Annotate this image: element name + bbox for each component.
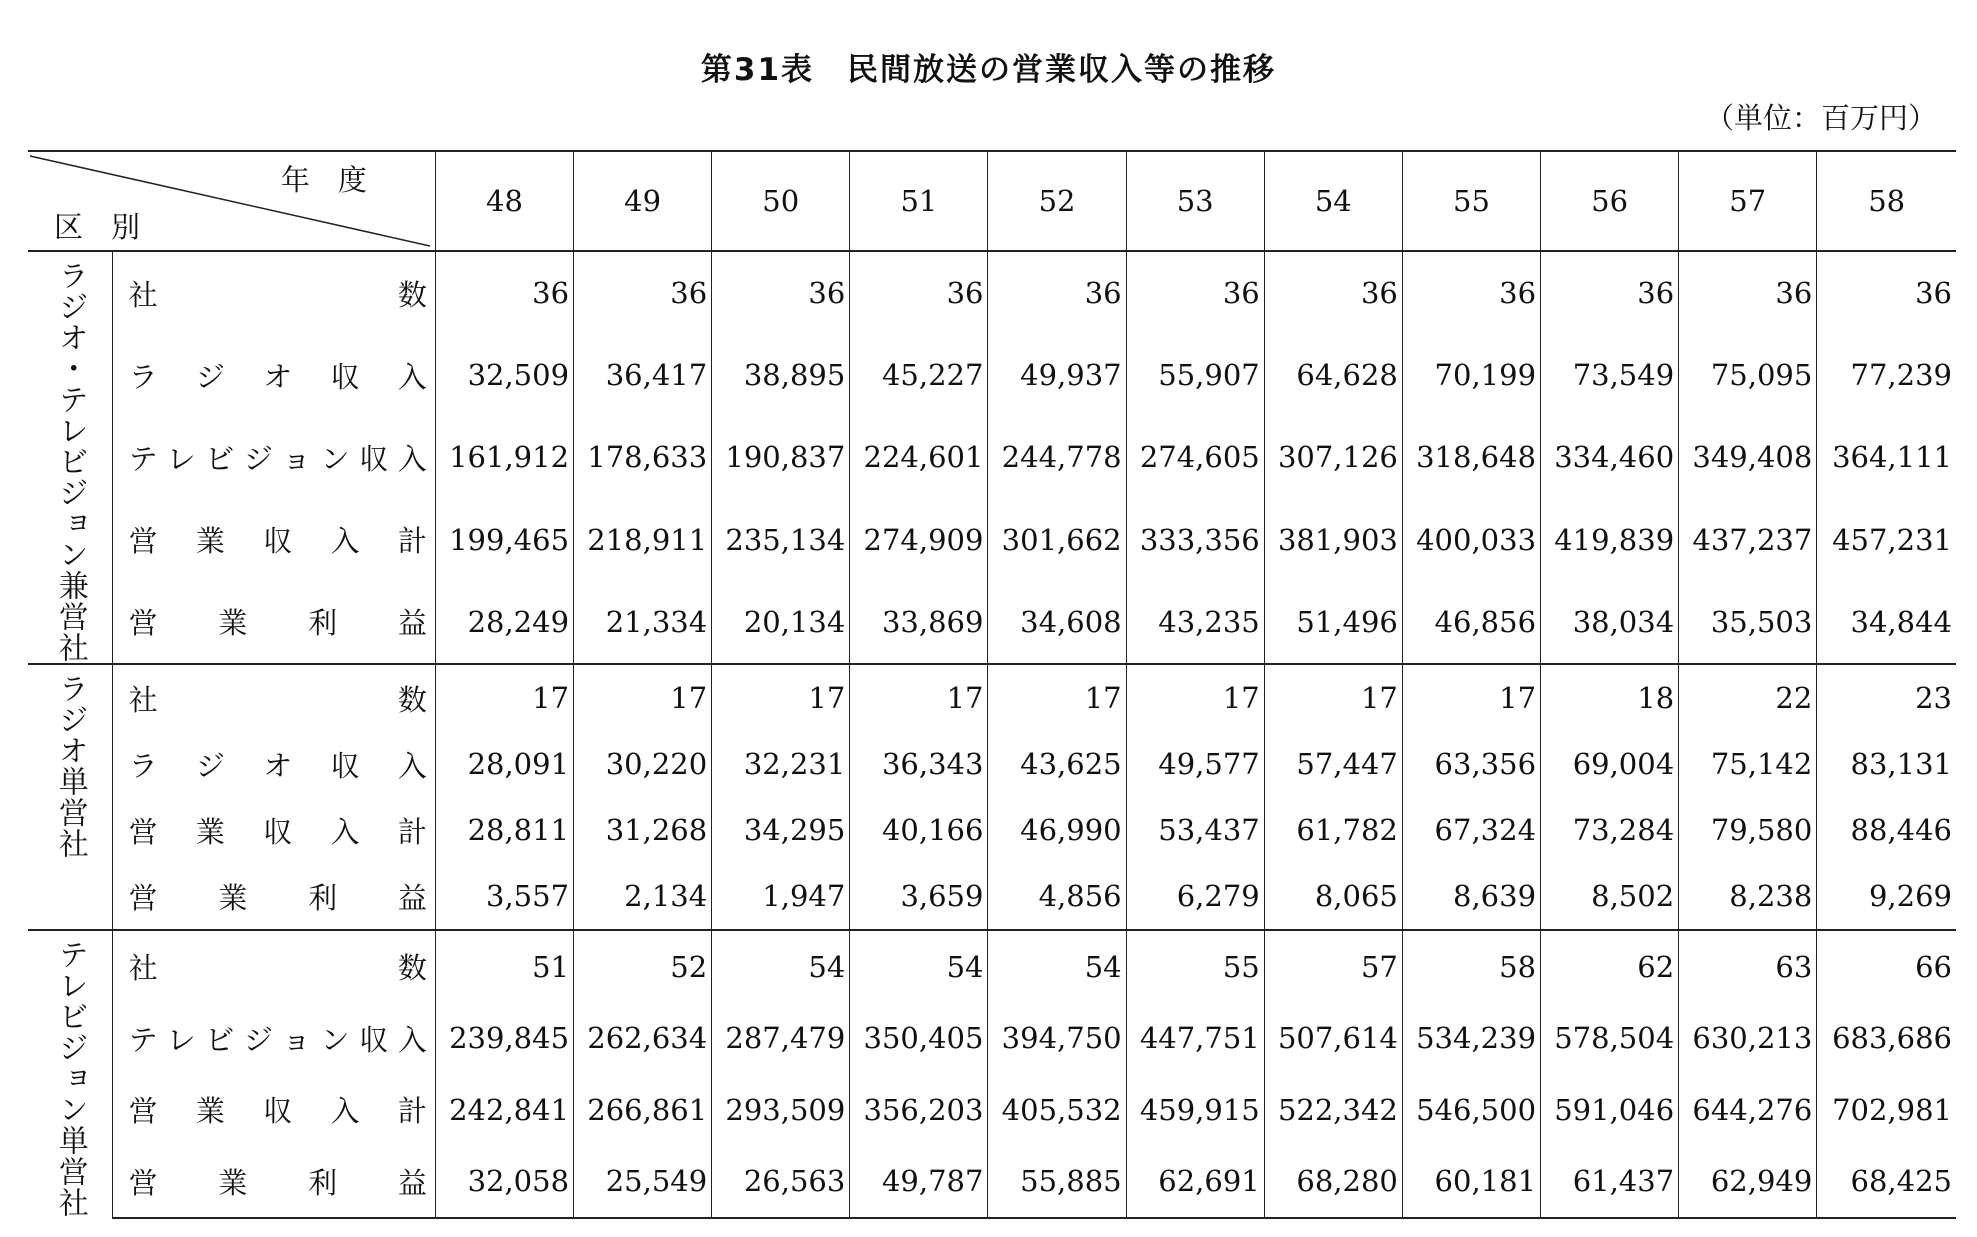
value-cell: 75,142 [1679,731,1817,797]
row-label: 営業収入計 [128,1094,427,1129]
value-cell: 54 [850,930,988,1003]
value-cell: 218,911 [574,499,712,581]
value-cell: 349,408 [1679,416,1817,498]
table-row [28,1003,1956,1074]
year-header-cell: 58 [1817,151,1956,251]
row-label: テレビジョン収入 [128,441,427,476]
value-cell: 70,199 [1402,334,1540,416]
value-cell: 25,549 [574,1145,712,1218]
row-label-cell [112,499,435,581]
value-cell: 67,324 [1402,797,1540,863]
value-cell: 161,912 [435,416,573,498]
value-cell: 36,417 [574,334,712,416]
value-cell: 381,903 [1264,499,1402,581]
year-header-cell: 52 [988,151,1126,251]
group-label-cell [28,930,112,1218]
value-cell: 66 [1817,930,1956,1003]
table-title: 第31表 民間放送の営業収入等の推移 [700,52,1277,88]
value-cell: 287,479 [712,1003,850,1074]
value-cell: 437,237 [1679,499,1817,581]
value-cell: 49,577 [1126,731,1264,797]
value-cell: 34,295 [712,797,850,863]
value-cell: 36 [1915,276,1952,311]
value-cell: 1,947 [712,863,850,930]
value-cell: 45,227 [850,334,988,416]
year-header-cell: 54 [1264,151,1402,251]
group-label: テレビジョン単営社 [52,939,88,1218]
value-cell: 73,549 [1541,334,1679,416]
value-cell: 83,131 [1850,747,1952,781]
value-cell: 55 [1126,930,1264,1003]
value-cell: 239,845 [435,1003,573,1074]
value-cell: 546,500 [1402,1074,1540,1145]
value-cell: 534,239 [1402,1003,1540,1074]
row-label-cell [112,334,435,416]
row-label-cell [112,797,435,863]
value-cell: 8,639 [1402,863,1540,930]
value-cell: 77,239 [1850,358,1952,393]
value-cell: 17 [1264,664,1402,731]
year-header-cell: 51 [850,151,988,251]
header-row [28,151,1956,251]
value-cell: 522,342 [1264,1074,1402,1145]
value-cell: 4,856 [988,863,1126,930]
year-header-cell: 56 [1541,151,1679,251]
value-cell: 21,334 [574,581,712,664]
value-cell: 18 [1541,664,1679,731]
value-cell: 22 [1679,664,1817,731]
value-cell: 644,276 [1679,1074,1817,1145]
table-row [28,251,1956,334]
value-cell: 32,231 [712,731,850,797]
table-row [28,334,1956,416]
value-cell: 55,907 [1126,334,1264,416]
value-cell: 9,269 [1817,863,1956,930]
value-cell: 591,046 [1541,1074,1679,1145]
table-row [28,930,1956,1003]
value-cell: 49,787 [850,1145,988,1218]
value-cell: 68,425 [1817,1145,1956,1218]
value-cell: 17 [712,664,850,731]
value-cell: 28,091 [435,731,573,797]
row-label: 営業利益 [128,880,427,915]
value-cell: 36 [574,251,712,334]
value-cell: 8,238 [1679,863,1817,930]
value-cell: 419,839 [1541,499,1679,581]
value-cell: 62,691 [1126,1145,1264,1218]
value-cell: 394,750 [988,1003,1126,1074]
value-cell: 28,811 [435,797,573,863]
value-cell: 61,782 [1264,797,1402,863]
group-label: ラジオ単営社 [52,673,88,859]
row-label-cell [112,664,435,731]
value-cell: 293,509 [712,1074,850,1145]
value-cell: 17 [435,664,573,731]
value-cell: 28,249 [435,581,573,664]
value-cell: 79,580 [1679,797,1817,863]
value-cell: 242,841 [435,1074,573,1145]
value-cell: 17 [988,664,1126,731]
row-label: 社数 [128,277,427,312]
row-label: テレビジョン収入 [128,1022,427,1057]
value-cell: 356,203 [850,1074,988,1145]
value-cell: 8,502 [1541,863,1679,930]
value-cell: 63 [1679,930,1817,1003]
value-cell: 26,563 [712,1145,850,1218]
row-label-cell [112,1003,435,1074]
table-row [28,416,1956,498]
value-cell: 405,532 [988,1074,1126,1145]
year-label: 年度 [280,163,395,197]
value-cell: 40,166 [850,797,988,863]
row-label: 営業収入計 [128,524,427,559]
value-cell: 53,437 [1126,797,1264,863]
value-cell: 17 [574,664,712,731]
value-cell: 350,405 [850,1003,988,1074]
value-cell: 274,605 [1126,416,1264,498]
row-label: ラジオ収入 [128,359,427,394]
data-table-wrapper [28,150,1956,1219]
value-cell: 17 [1402,664,1540,731]
value-cell: 55,885 [988,1145,1126,1218]
year-header-cell: 50 [712,151,850,251]
value-cell: 57 [1264,930,1402,1003]
value-cell: 3,557 [435,863,573,930]
table-row [28,1074,1956,1145]
value-cell: 683,686 [1832,1021,1952,1056]
table-row [28,499,1956,581]
value-cell: 36 [1541,251,1679,334]
group-label: ラジオ・テレビジョン兼営社 [52,260,88,663]
value-cell: 507,614 [1264,1003,1402,1074]
row-label-cell [112,581,435,664]
value-cell: 333,356 [1126,499,1264,581]
value-cell: 578,504 [1541,1003,1679,1074]
row-label-cell [112,863,435,930]
value-cell: 2,134 [574,863,712,930]
value-cell: 43,625 [988,731,1126,797]
value-cell: 36 [1679,251,1817,334]
value-cell: 36,343 [850,731,988,797]
value-cell: 274,909 [850,499,988,581]
table-body [28,251,1956,1218]
table-row [28,797,1956,863]
header-corner-cell [28,151,435,251]
row-label-cell [112,1074,435,1145]
group-label-cell [28,251,112,664]
value-cell: 199,465 [435,499,573,581]
value-cell: 235,134 [712,499,850,581]
row-label: 営業利益 [128,606,427,641]
value-cell: 224,601 [850,416,988,498]
value-cell: 301,662 [988,499,1126,581]
value-cell: 3,659 [850,863,988,930]
value-cell: 88,446 [1850,813,1952,847]
value-cell: 702,981 [1832,1092,1952,1127]
year-header-cell: 55 [1402,151,1540,251]
value-cell: 17 [850,664,988,731]
value-cell: 447,751 [1126,1003,1264,1074]
value-cell: 34,608 [988,581,1126,664]
value-cell: 32,058 [435,1145,573,1218]
value-cell: 364,111 [1832,440,1952,475]
value-cell: 400,033 [1402,499,1540,581]
value-cell: 58 [1402,930,1540,1003]
row-label: 社数 [128,682,427,717]
table-row [28,1145,1956,1218]
value-cell: 64,628 [1264,334,1402,416]
value-cell: 6,279 [1126,863,1264,930]
value-cell: 459,915 [1126,1074,1264,1145]
value-cell: 49,937 [988,334,1126,416]
group-label-cell [28,664,112,930]
value-cell: 266,861 [574,1074,712,1145]
value-cell: 36 [1126,251,1264,334]
data-table [28,150,1956,1219]
value-cell: 51 [435,930,573,1003]
value-cell: 57,447 [1264,731,1402,797]
kind-label: 区別 [54,210,169,244]
value-cell: 307,126 [1264,416,1402,498]
value-cell: 334,460 [1541,416,1679,498]
year-header-cell: 48 [435,151,573,251]
value-cell: 60,181 [1402,1145,1540,1218]
value-cell: 190,837 [712,416,850,498]
row-label: ラジオ収入 [128,748,427,783]
value-cell: 262,634 [574,1003,712,1074]
row-label: 営業収入計 [128,814,427,849]
row-label-cell [112,930,435,1003]
value-cell: 36 [435,251,573,334]
row-label-cell [112,416,435,498]
year-header-cell: 57 [1679,151,1817,251]
value-cell: 73,284 [1541,797,1679,863]
value-cell: 43,235 [1126,581,1264,664]
value-cell: 244,778 [988,416,1126,498]
value-cell: 62,949 [1679,1145,1817,1218]
row-label-cell [112,251,435,334]
value-cell: 46,990 [988,797,1126,863]
year-header-cell: 53 [1126,151,1264,251]
value-cell: 318,648 [1402,416,1540,498]
value-cell: 17 [1126,664,1264,731]
value-cell: 20,134 [712,581,850,664]
value-cell: 54 [712,930,850,1003]
value-cell: 32,509 [435,334,573,416]
value-cell: 68,280 [1264,1145,1402,1218]
value-cell: 52 [574,930,712,1003]
value-cell: 31,268 [574,797,712,863]
value-cell: 62 [1541,930,1679,1003]
value-cell: 30,220 [574,731,712,797]
row-label-cell [112,1145,435,1218]
row-label: 営業利益 [128,1165,427,1200]
value-cell: 36 [712,251,850,334]
table-row [28,664,1956,731]
value-cell: 46,856 [1402,581,1540,664]
table-row [28,581,1956,664]
row-label-cell [112,731,435,797]
value-cell: 36 [988,251,1126,334]
row-label: 社数 [128,951,427,986]
table-row [28,731,1956,797]
unit-label: （単位：百万円） [1704,101,1937,135]
value-cell: 34,844 [1817,581,1956,664]
value-cell: 38,034 [1541,581,1679,664]
value-cell: 36 [850,251,988,334]
value-cell: 23 [1817,664,1956,731]
value-cell: 35,503 [1679,581,1817,664]
value-cell: 8,065 [1264,863,1402,930]
value-cell: 178,633 [574,416,712,498]
value-cell: 36 [1402,251,1540,334]
value-cell: 630,213 [1679,1003,1817,1074]
value-cell: 51,496 [1264,581,1402,664]
value-cell: 63,356 [1402,731,1540,797]
value-cell: 75,095 [1679,334,1817,416]
value-cell: 457,231 [1832,522,1952,557]
value-cell: 38,895 [712,334,850,416]
value-cell: 61,437 [1541,1145,1679,1218]
value-cell: 54 [988,930,1126,1003]
table-row [28,863,1956,930]
year-header-cell: 49 [574,151,712,251]
value-cell: 69,004 [1541,731,1679,797]
value-cell: 36 [1264,251,1402,334]
value-cell: 33,869 [850,581,988,664]
